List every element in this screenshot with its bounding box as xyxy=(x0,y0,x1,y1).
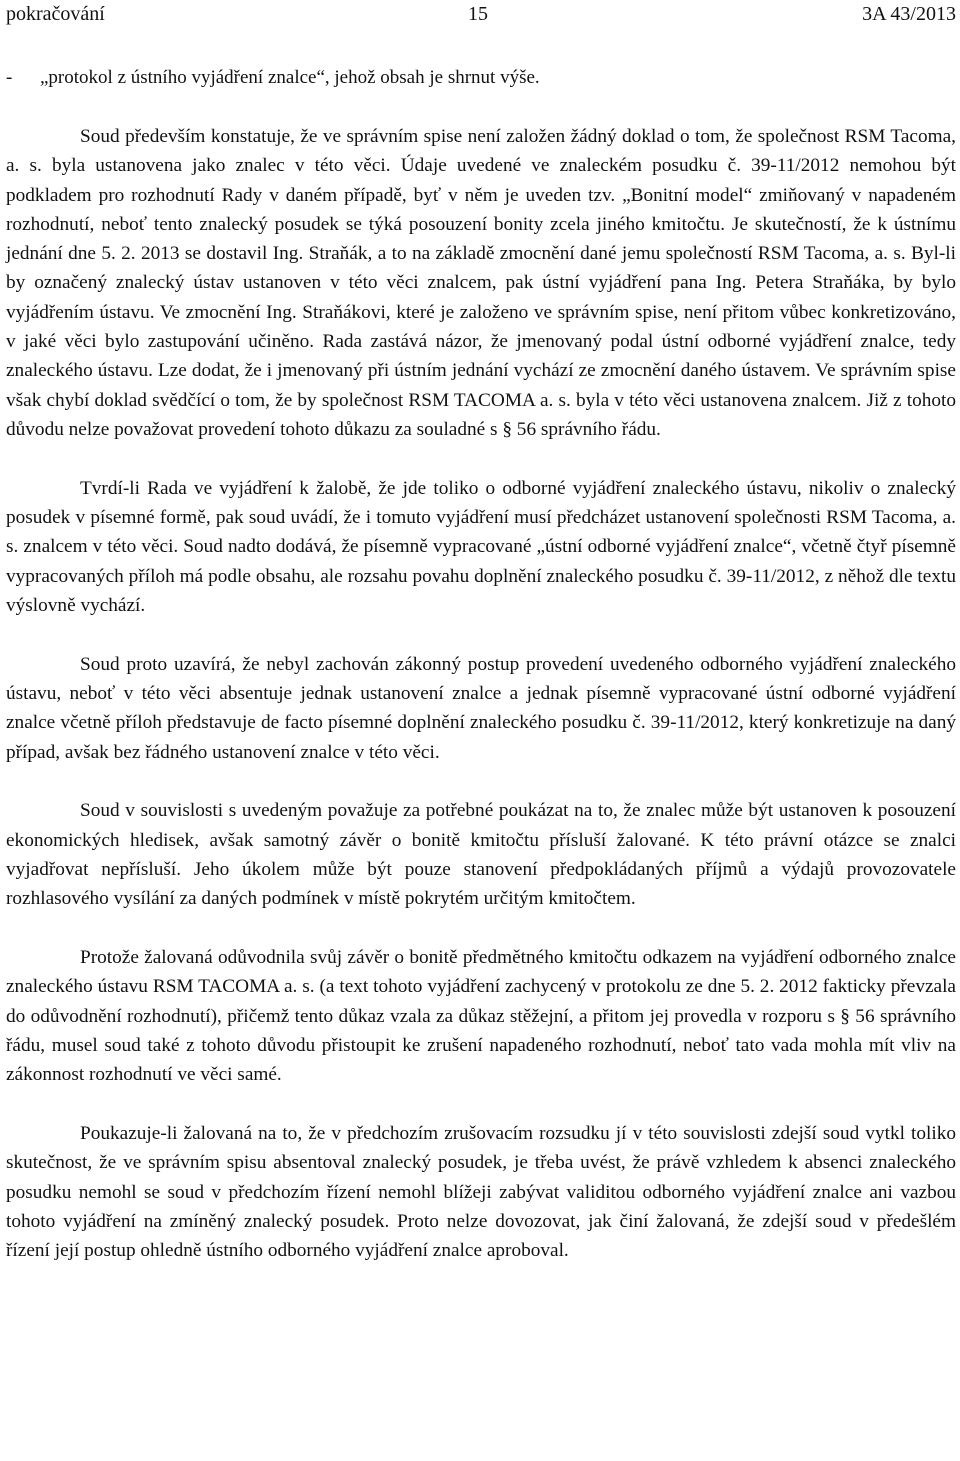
page-header xyxy=(6,0,956,28)
paragraph-3: Soud proto uzavírá, že nebyl zachován zákonný postup provedení uvedeného odborného vyjádření znaleckého ústavu, neboť v této věci absentuje jednak ustanovení znalce a jednak písemně vypracované ústní odborné vyjádření znalce včetně příloh představuje de facto písemné doplnění znaleckého posudku č. 39-11/2012, který konkretizuje na daný případ, avšak bez řádného ustanovení znalce v této věci. xyxy=(6,653,956,763)
bullet-dash: - xyxy=(6,67,13,88)
paragraph-2: Tvrdí-li Rada ve vyjádření k žalobě, že jde toliko o odborné vyjádření znaleckého ústavu, nikoliv o znalecký posudek v písemné formě, pak soud uvádí, že i tomuto vyjádření musí předcházet ustanovení společnosti RSM Tacoma, a. s. znalcem v této věci. Soud nadto dodává, že písemně vypracované „ústní odborné vyjádření znalce“, včetně čtyř písemně vypracovaných příloh má podle obsahu, ale rozsahu povahu doplnění znaleckého posudku č. 39-11/2012, z něhož dle textu výslovně vychází. xyxy=(6,477,956,616)
bullet-text: „protokol z ústního vyjádření znalce“, jehož obsah je shrnut výše. xyxy=(40,67,540,88)
header-continuation-label: pokračování xyxy=(6,3,105,25)
header-page-number: 15 xyxy=(468,3,488,25)
paragraph-4: Soud v souvislosti s uvedeným považuje za potřebné poukázat na to, že znalec může být ustanoven k posouzení ekonomických hledisek, avšak samotný závěr o bonitě kmitočtu přísluší žalované. K této právní otázce se znalci vyjadřovat nepřísluší. Jeho úkolem může být pouze stanovení předpokládaných příjmů a výdajů provozovatele rozhlasového vysílání za daných podmínek v místě pokrytém určitým kmitočtem. xyxy=(6,800,956,910)
paragraph-1: Soud především konstatuje, že ve správním spise není založen žádný doklad o tom, že společnost RSM Tacoma, a. s. byla ustanovena jako znalec v této věci. Údaje uvedené ve znaleckém posudku č. 39-11/2012 nemohou být podkladem pro rozhodnutí Rady v daném případě, byť v něm je uveden tzv. „Bonitní model“ zmiňovaný v napadeném rozhodnutí, neboť tento znalecký posudek se týká posouzení bonity zcela jiného kmitočtu. Je skutečností, že k ústnímu jednání dne 5. 2. 2013 se dostavil Ing. Straňák, a to na základě zmocnění dané jemu společností RSM Tacoma, a. s. Byl-li by označený znalecký ústav ustanoven v této věci znalcem, pak ústní vyjádření pana Ing. Petera Straňáka, by bylo vyjádřením ústavu. Ve zmocnění Ing. Straňákovi, které je založeno ve správním spise, není přitom vůbec konkretizováno, v jaké věci bylo zastupování učiněno. Rada zastává názor, že jmenovaný podal ústní odborné vyjádření znalce, tedy znaleckého ústavu. Lze dodat, že i jmenovaný při ústním jednání vychází ze zmocnění daného ústavem. Ve správním spise však chybí doklad svědčící o tom, že by společnost RSM TACOMA a. s. byla v této věci ustanovena znalcem. Již z tohoto důvodu nelze považovat provedení tohoto důkazu za souladné s § 56 správního řádu. xyxy=(6,126,956,440)
document-page xyxy=(6,0,956,1266)
paragraph-6: Poukazuje-li žalovaná na to, že v předchozím zrušovacím rozsudku jí v této souvislosti zdejší soud vytkl toliko skutečnost, že ve správním spisu absentoval znalecký posudek, je třeba uvést, že právě vzhledem k absenci znaleckého posudku nemohl se soud v předchozím řízení nemohl blížeji zabývat validitou odborného vyjádření znalce ani vazbou tohoto vyjádření na zmíněný znalecký posudek. Proto nelze dovozovat, jak činí žalovaná, že zdejší soud v předešlém řízení její postup ohledně ústního odborného vyjádření znalce aproboval. xyxy=(6,1123,956,1262)
bullet-item xyxy=(6,63,956,92)
paragraph-5: Protože žalovaná odůvodnila svůj závěr o bonitě předmětného kmitočtu odkazem na vyjádření odborného znalce znaleckého ústavu RSM TACOMA a. s. (a text tohoto vyjádření zachycený v protokolu ze dne 5. 2. 2012 fakticky převzala do odůvodnění rozhodnutí), přičemž tento důkaz vzala za důkaz stěžejní, a přitom jej provedla v rozporu s § 56 správního řádu, musel soud také z tohoto důvodu přistoupit ke zrušení napadeného rozhodnutí, neboť tato vada mohla mít vliv na zákonnost rozhodnutí ve věci samé. xyxy=(6,947,956,1086)
header-case-number: 3A 43/2013 xyxy=(862,3,956,25)
